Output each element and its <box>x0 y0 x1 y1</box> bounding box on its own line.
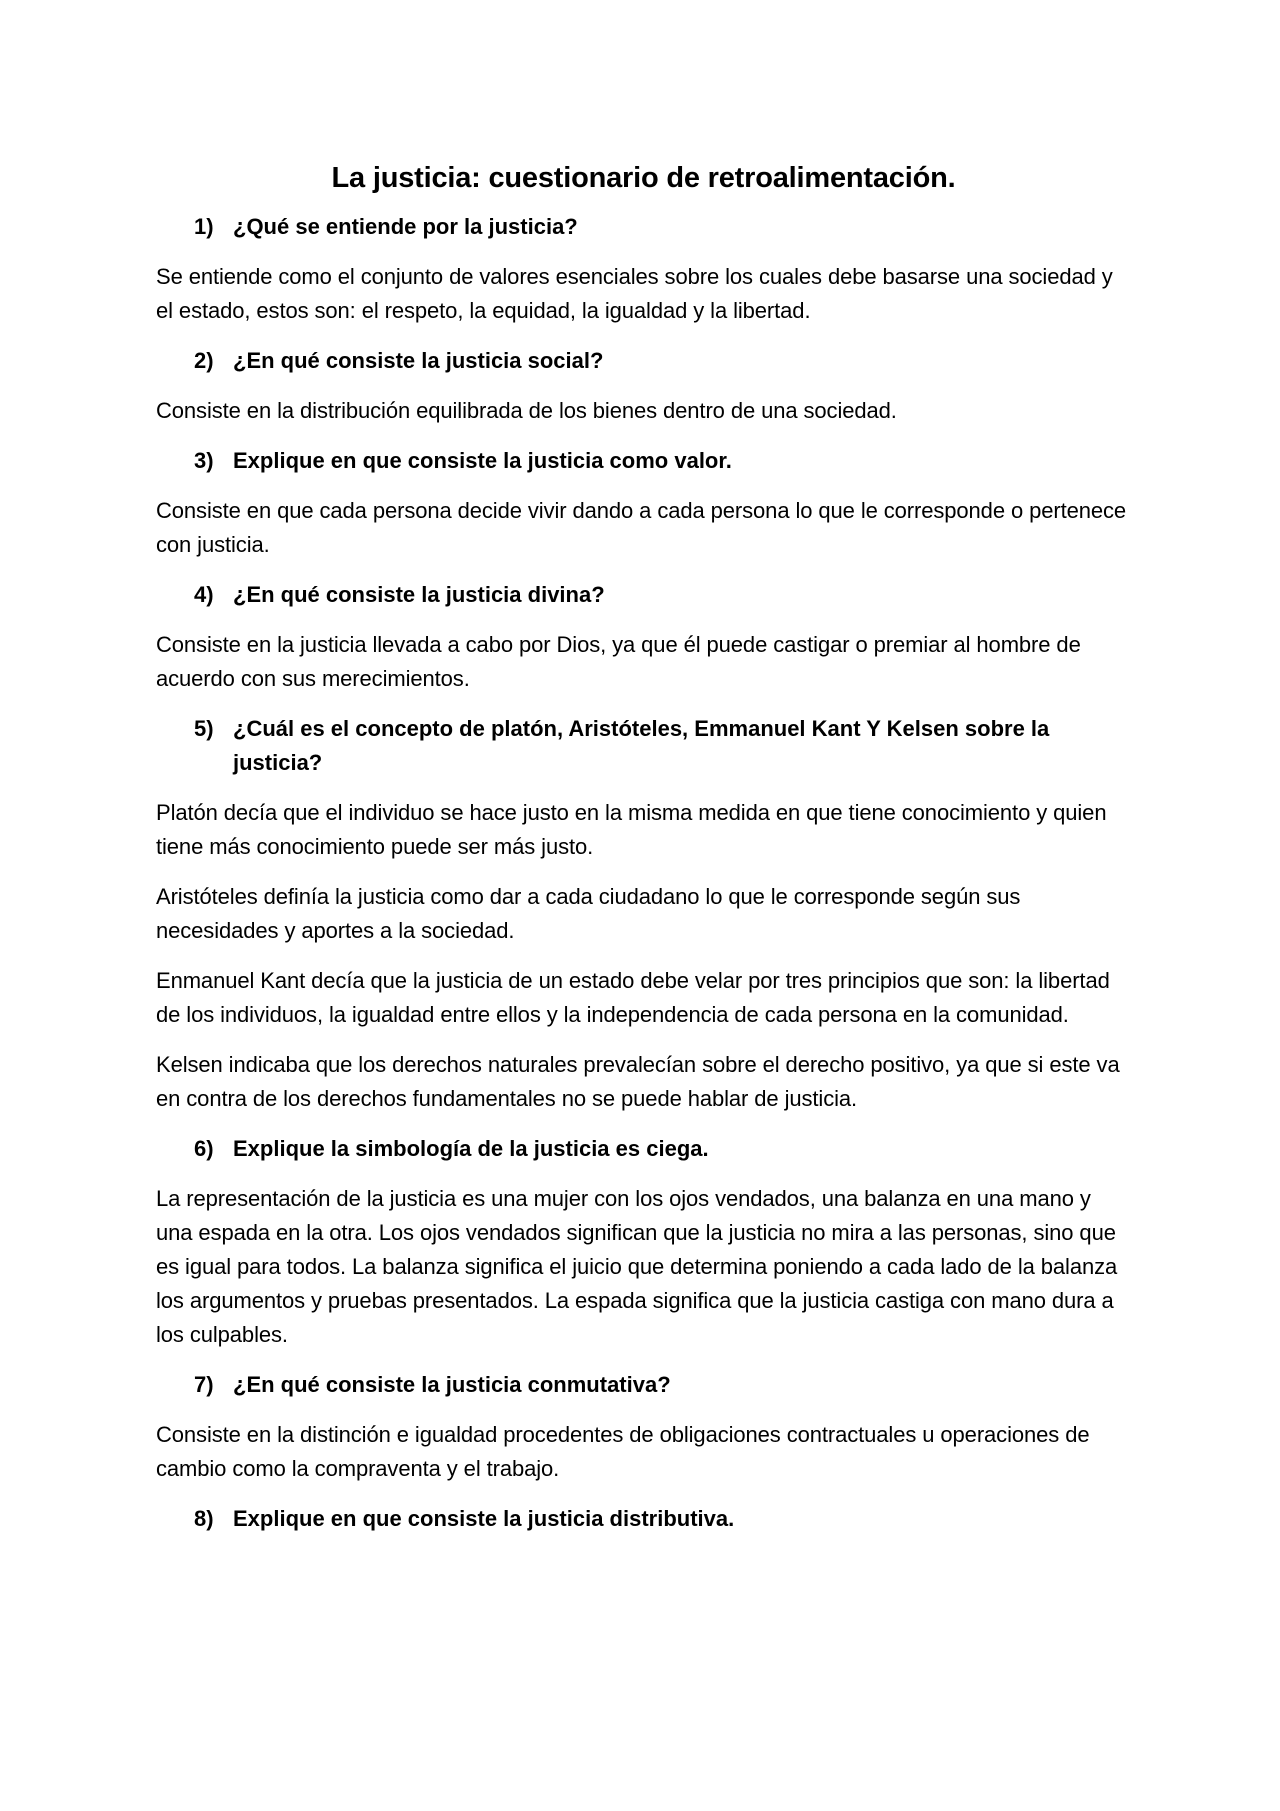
answer-paragraph: Consiste en que cada persona decide vivir dando a cada persona lo que le corresponde o pertenece con justicia. <box>156 498 1127 557</box>
question-number: 4) <box>194 582 214 607</box>
question-number: 8) <box>194 1506 214 1531</box>
question-5 <box>156 712 1131 780</box>
answer-paragraph-plato: Platón decía que el individuo se hace justo en la misma medida en que tiene conocimiento y quien tiene más conocimiento puede ser más justo. <box>156 800 1107 859</box>
question-text: Explique en que consiste la justicia distributiva. <box>233 1506 735 1531</box>
answer-paragraph: Consiste en la distinción e igualdad procedentes de obligaciones contractuales u operaciones de cambio como la compraventa y el trabajo. <box>156 1422 1090 1481</box>
question-number: 7) <box>194 1372 214 1397</box>
document-page <box>156 160 1131 1552</box>
question-text: ¿En qué consiste la justicia social? <box>233 348 604 373</box>
question-text: ¿Cuál es el concepto de platón, Aristóteles, Emmanuel Kant Y Kelsen sobre la justicia? <box>233 716 1050 775</box>
answer-paragraph: Consiste en la justicia llevada a cabo por Dios, ya que él puede castigar o premiar al hombre de acuerdo con sus merecimientos. <box>156 632 1081 691</box>
question-2 <box>156 344 1131 378</box>
answer-paragraph-kant: Enmanuel Kant decía que la justicia de un estado debe velar por tres principios que son: la libertad de los individuos, la igualdad entre ellos y la independencia de cada persona en la comunidad. <box>156 968 1110 1027</box>
question-number: 2) <box>194 348 214 373</box>
answer-paragraph: Se entiende como el conjunto de valores esenciales sobre los cuales debe basarse una sociedad y el estado, estos son: el respeto, la equidad, la igualdad y la libertad. <box>156 264 1113 323</box>
question-number: 3) <box>194 448 214 473</box>
question-1 <box>156 210 1131 244</box>
page-title: La justicia: cuestionario de retroalimentación. <box>331 162 956 194</box>
answer-paragraph-kelsen: Kelsen indicaba que los derechos naturales prevalecían sobre el derecho positivo, ya que si este va en contra de los derechos fundamentales no se puede hablar de justicia. <box>156 1052 1120 1111</box>
question-text: ¿Qué se entiende por la justicia? <box>233 214 578 239</box>
question-text: Explique la simbología de la justicia es ciega. <box>233 1136 709 1161</box>
question-3 <box>156 444 1131 478</box>
question-6 <box>156 1132 1131 1166</box>
question-text: ¿En qué consiste la justicia conmutativa? <box>233 1372 671 1397</box>
question-text: ¿En qué consiste la justicia divina? <box>233 582 605 607</box>
question-8 <box>156 1502 1131 1536</box>
answer-paragraph-aristotle: Aristóteles definía la justicia como dar a cada ciudadano lo que le corresponde según sus necesidades y aportes a la sociedad. <box>156 884 1021 943</box>
question-text: Explique en que consiste la justicia como valor. <box>233 448 732 473</box>
question-number: 6) <box>194 1136 214 1161</box>
answer-paragraph: Consiste en la distribución equilibrada de los bienes dentro de una sociedad. <box>156 398 897 423</box>
question-number: 5) <box>194 716 214 741</box>
answer-paragraph: La representación de la justicia es una mujer con los ojos vendados, una balanza en una mano y una espada en la otra. Los ojos vendados significan que la justicia no mira a las personas, sino que es igual para todos. La balanza significa el juicio que determina poniendo a cada lado de la balanza los argumentos y pruebas presentados. La espada significa que la justicia castiga con mano dura a los culpables. <box>156 1186 1118 1347</box>
question-7 <box>156 1368 1131 1402</box>
question-number: 1) <box>194 214 214 239</box>
question-4 <box>156 578 1131 612</box>
